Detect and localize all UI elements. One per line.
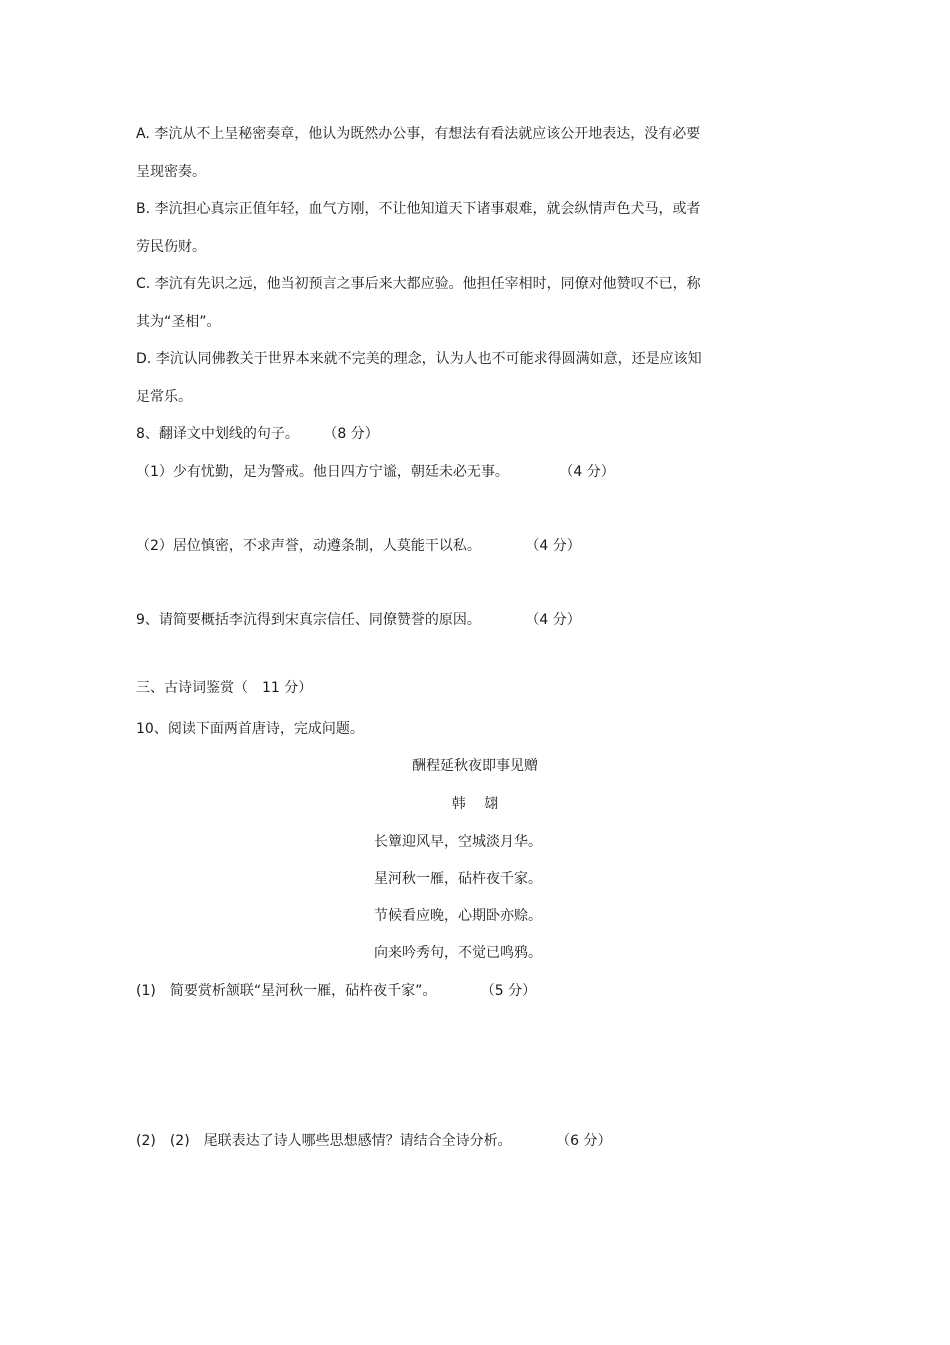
option-b-text: 李沆担心真宗正值年轻，血气方刚，不让他知道天下诸事艰难，就会纵情声色犬马，或者 xyxy=(154,201,701,217)
question-8-1-score: （4 分） xyxy=(559,464,615,480)
option-d-line1 xyxy=(136,349,702,369)
question-10: 10、阅读下面两首唐诗，完成问题。 xyxy=(136,721,364,737)
question-10-2-score: （6 分） xyxy=(556,1133,612,1149)
option-c-line2: 其为“圣相”。 xyxy=(136,314,221,330)
option-b-line1 xyxy=(136,199,701,219)
question-8-2-text: （2）居位慎密，不求声誉，动遵条制，人莫能干以私。 xyxy=(136,538,481,554)
question-10-1-score: （5 分） xyxy=(480,983,537,999)
section-3-heading: 三、古诗词鉴赏（ 11 分） xyxy=(136,680,313,696)
option-d-line2: 足常乐。 xyxy=(136,389,192,405)
poem-line-4: 向来吟秀句，不觉已鸣鸦。 xyxy=(374,945,542,961)
poem-title: 酬程延秋夜即事见赠 xyxy=(412,758,538,774)
poem-line-1: 长簟迎风早，空城淡月华。 xyxy=(374,834,542,850)
question-10-2 xyxy=(136,1131,611,1151)
question-10-2-text: (2) (2) 尾联表达了诗人哪些思想感情？请结合全诗分析。 xyxy=(136,1133,512,1149)
option-a-text: 李沆从不上呈秘密奏章，他认为既然办公事，有想法有看法就应该公开地表达，没有必要 xyxy=(154,126,701,142)
question-9-score: （4 分） xyxy=(525,612,581,628)
option-b-line2: 劳民伤财。 xyxy=(136,239,206,255)
poem-author: 韩 翃 xyxy=(451,796,499,812)
question-8-1-text: （1）少有忧勤，足为警戒。他日四方宁谧，朝廷未必无事。 xyxy=(136,464,509,480)
question-9 xyxy=(136,610,581,630)
option-a-letter: A. xyxy=(136,126,150,142)
question-8-2 xyxy=(136,536,581,556)
option-c-line1 xyxy=(136,274,701,294)
option-d-letter: D. xyxy=(136,351,152,367)
option-a-line2: 呈现密奏。 xyxy=(136,164,206,180)
option-a-line1 xyxy=(136,124,700,144)
question-8-text: 8、翻译文中划线的句子。 xyxy=(136,426,299,442)
question-8-2-score: （4 分） xyxy=(525,538,581,554)
question-9-text: 9、请简要概括李沆得到宋真宗信任、同僚赞誉的原因。 xyxy=(136,612,481,628)
question-8-1 xyxy=(136,462,615,482)
question-8-score: （8 分） xyxy=(323,426,379,442)
question-10-1-text: (1) 简要赏析颔联“星河秋一雁，砧杵夜千家”。 xyxy=(136,983,437,999)
question-8 xyxy=(136,424,379,444)
option-b-letter: B. xyxy=(136,201,151,217)
poem-line-3: 节候看应晚，心期卧亦赊。 xyxy=(374,908,542,924)
option-d-text: 李沆认同佛教关于世界本来就不完美的理念，认为人也不可能求得圆满如意，还是应该知 xyxy=(155,351,702,367)
option-c-text: 李沆有先识之远，他当初预言之事后来大都应验。他担任宰相时，同僚对他赞叹不已，称 xyxy=(154,276,701,292)
option-c-letter: C. xyxy=(136,276,151,292)
poem-line-2: 星河秋一雁，砧杵夜千家。 xyxy=(374,871,542,887)
question-10-1 xyxy=(136,981,536,1001)
